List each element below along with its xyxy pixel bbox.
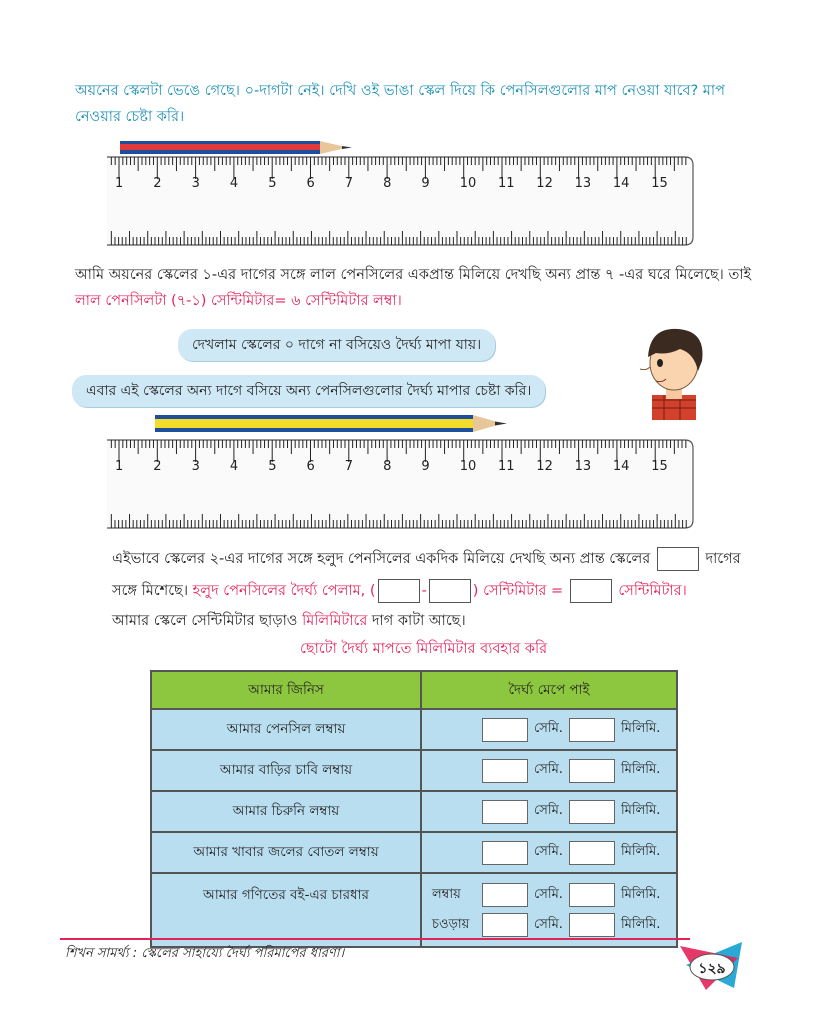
ruler-label: 1 (115, 176, 124, 191)
subheading: ছোটো দৈর্ঘ্য মাপতে মিলিমিটার ব্যবহার করি (300, 641, 548, 657)
ruler-label: 8 (383, 459, 392, 474)
ruler-label: 2 (153, 459, 162, 474)
label-width: চওড়ায় (432, 916, 470, 932)
ruler-label: 15 (651, 176, 668, 191)
paragraph-text: আমি অয়নের স্কেলের ১-এর দাগের সঙ্গে লাল পেনসিলের একপ্রান্ত মিলিয়ে দেখছি অন্য প্রান্ত ৭ -এর ঘরে মিলেছে। তাই (75, 267, 752, 283)
cm-input[interactable] (482, 718, 528, 742)
ruler-label: 9 (421, 459, 430, 474)
dash-sign: - (421, 583, 427, 599)
row-measure (421, 832, 677, 873)
cm-input[interactable] (482, 883, 528, 907)
row-measure (421, 873, 677, 947)
cm-input[interactable] (482, 913, 528, 937)
answer-box-length[interactable] (570, 579, 612, 603)
row-measure (421, 750, 677, 791)
ruler-label: 12 (536, 176, 553, 191)
ruler-label: 9 (421, 176, 430, 191)
page-number: ১২৯ (698, 961, 726, 977)
paragraph2-part2: দাগের (705, 551, 741, 567)
unit-cm: সেমি. (534, 803, 563, 818)
paragraph3-text2: দাগ কাটা আছে। (367, 613, 466, 629)
row-measure (421, 709, 677, 750)
unit-mm: মিলিমি. (620, 886, 661, 902)
answer-box-end[interactable] (378, 579, 420, 603)
mm-input[interactable] (569, 913, 615, 937)
unit-mm: মিলিমি. (620, 721, 661, 736)
ruler-label: 11 (498, 459, 515, 474)
ruler-bottom (105, 438, 695, 530)
unit-mm: মিলিমি. (620, 916, 661, 932)
paragraph2-highlight: হলুদ পেনসিলের দৈর্ঘ্য পেলাম, (192, 583, 366, 599)
ruler-label: 11 (498, 176, 515, 191)
footer-learning-outcome: শিখন সামর্থ্য : স্কেলের সাহায্যে দৈর্ঘ্য পরিমাপের ধারণা। (65, 946, 345, 961)
table-row (151, 791, 677, 832)
paragraph-mm (112, 608, 466, 634)
ruler-label: 10 (459, 176, 477, 191)
speech-bubble-1: দেখলাম স্কেলের ০ দাগে না বসিয়েও দৈর্ঘ্য মাপা যায়। (178, 329, 495, 361)
paragraph2-part1: এইভাবে স্কেলের ২-এর দাগের সঙ্গে হলুদ পেনসিলের একদিক মিলিয়ে দেখছি অন্য প্রান্ত স্কেলের (112, 551, 651, 567)
row-item: আমার গণিতের বই-এর চারধার (151, 873, 421, 947)
unit-cm-2: সেন্টিমিটার। (618, 583, 687, 599)
speech-bubble-2: এবার এই স্কেলের অন্য দাগে বসিয়ে অন্য পেনসিলগুলোর দৈর্ঘ্য মাপার চেষ্টা করি। (72, 375, 545, 407)
ruler-label: 2 (153, 176, 162, 191)
mm-input[interactable] (569, 841, 615, 865)
paragraph3-highlight: মিলিমিটারে (302, 613, 368, 629)
ruler-top (105, 155, 695, 247)
mm-input[interactable] (569, 759, 615, 783)
ruler-label: 7 (344, 176, 354, 191)
cm-input[interactable] (482, 759, 528, 783)
row-item: আমার বাড়ির চাবি লম্বায় (151, 750, 421, 791)
ruler-label: 13 (574, 176, 592, 191)
ruler-label: 1 (115, 459, 124, 474)
label-length: লম্বায় (432, 886, 461, 902)
ruler-label: 8 (383, 176, 392, 191)
table-row (151, 832, 677, 873)
row-measure (421, 791, 677, 832)
unit-mm: মিলিমি. (620, 844, 661, 859)
unit-cm: সেমি. (534, 762, 563, 777)
ruler-label: 12 (536, 459, 553, 474)
answer-box-start[interactable] (429, 579, 471, 603)
page-number-badge (676, 936, 748, 994)
ruler-label: 3 (191, 459, 200, 474)
mm-input[interactable] (569, 718, 615, 742)
table-row (151, 750, 677, 791)
row-item: আমার খাবার জলের বোতল লম্বায় (151, 832, 421, 873)
table-header-item: আমার জিনিস (151, 671, 421, 709)
table-row (151, 873, 677, 947)
ruler-label: 13 (574, 459, 592, 474)
paragraph2-part3: সঙ্গে মিশেছে। (112, 583, 189, 599)
ruler-label: 6 (306, 459, 315, 474)
ruler-label: 4 (229, 176, 239, 191)
paragraph3-text: আমার স্কেলে সেন্টিমিটার ছাড়াও (112, 613, 303, 629)
unit-mm: মিলিমি. (620, 803, 661, 818)
unit-cm: সেমি. (534, 844, 563, 859)
ruler-label: 7 (344, 459, 354, 474)
cm-input[interactable] (482, 800, 528, 824)
paragraph-yellow-pencil (112, 543, 772, 607)
ruler-label: 6 (306, 176, 315, 191)
intro-text: অয়নের স্কেলটা ভেঙে গেছে। ০-দাগটা নেই। দেখি ওই ভাঙা স্কেল দিয়ে কি পেনসিলগুলোর মাপ নেওয়া যাবে? মাপ নেওয়ার চেষ্টা করি। (75, 83, 725, 125)
ruler-label: 10 (459, 459, 477, 474)
ruler-label: 15 (651, 459, 668, 474)
mm-input[interactable] (569, 883, 615, 907)
unit-mm: মিলিমি. (620, 762, 661, 777)
close-paren: ) (472, 583, 479, 599)
answer-box-end-mark[interactable] (657, 547, 699, 571)
unit-cm: সেমি. (534, 721, 563, 736)
paragraph-highlight: লাল পেনসিলটা (৭-১) সেন্টিমিটার= ৬ সেন্টিমিটার লম্বা। (75, 293, 402, 309)
measurement-table (150, 670, 678, 948)
cm-input[interactable] (482, 841, 528, 865)
ruler-label: 4 (229, 459, 239, 474)
paragraph-red-pencil (75, 262, 765, 314)
mm-input[interactable] (569, 800, 615, 824)
ruler-label: 5 (268, 459, 277, 474)
ruler-label: 14 (612, 459, 630, 474)
yellow-pencil (155, 413, 510, 435)
row-item: আমার পেনসিল লম্বায় (151, 709, 421, 750)
ruler-label: 3 (191, 176, 200, 191)
table-header-length: দৈর্ঘ্য মেপে পাই (421, 671, 677, 709)
open-paren: ( (369, 583, 376, 599)
unit-cm-1: সেন্টিমিটার = (483, 583, 564, 599)
table-row (151, 709, 677, 750)
footer-divider (60, 938, 690, 940)
ruler-label: 14 (612, 176, 630, 191)
row-item: আমার চিরুনি লম্বায় (151, 791, 421, 832)
unit-cm: সেমি. (534, 916, 563, 932)
ruler-label: 5 (268, 176, 277, 191)
unit-cm: সেমি. (534, 886, 563, 902)
boy-illustration (628, 315, 712, 420)
